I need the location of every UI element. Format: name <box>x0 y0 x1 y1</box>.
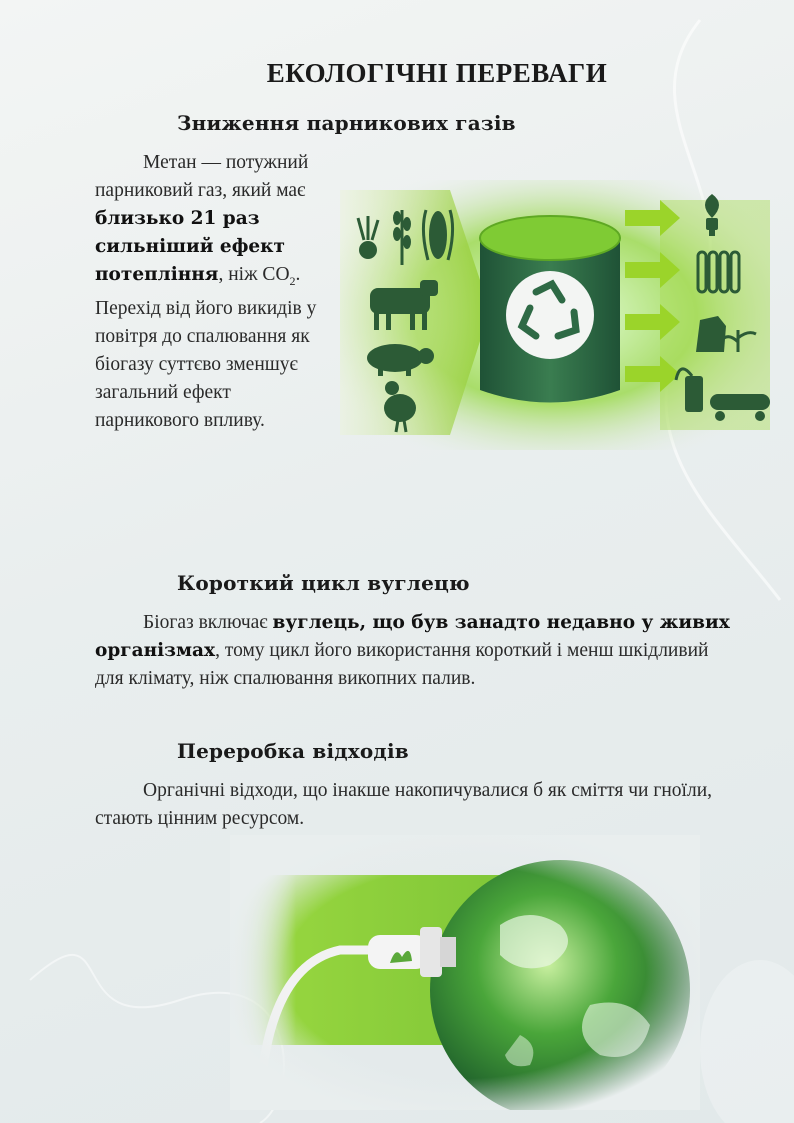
carbon-bold: вуглець, що був занадто недавно у живих організмах <box>95 612 730 661</box>
methane-text-1: Метан — потужний парниковий газ, який має <box>95 152 309 201</box>
recycle-icon <box>506 271 594 359</box>
paragraph-carbon-cycle <box>95 609 735 693</box>
methane-bold: близько 21 раз сильніший ефект потепління <box>95 208 285 285</box>
carbon-text-2: , тому цикл його використання короткий і менш шкідливий для клімату, ніж спалювання викопних палив. <box>95 640 709 689</box>
waste-text: Органічні відходи, що інакше накопичувалися б як сміття чи гноїли, стають цінним ресурсом. <box>95 780 713 829</box>
section-heading-waste: Переробка відходів <box>177 739 409 763</box>
methane-text-3: . Перехід від його викидів у повітря до спалювання як біогазу суттєво зменшує загальний ефект парникового впливу. <box>95 264 317 431</box>
carbon-text-1: Біогаз включає <box>143 612 273 633</box>
section-heading-carbon-cycle: Короткий цикл вуглецю <box>177 571 470 595</box>
section-heading-greenhouse: Зниження парникових газів <box>177 111 516 135</box>
biogas-plant-illustration <box>340 180 770 450</box>
methane-text-2: , ніж СО <box>218 264 290 285</box>
page-title: ЕКОЛОГІЧНІ ПЕРЕВАГИ <box>266 58 608 88</box>
green-globe-plug-illustration <box>230 835 700 1110</box>
paragraph-methane <box>95 149 320 435</box>
co2-subscript: 2 <box>289 273 296 288</box>
paragraph-waste <box>95 777 735 833</box>
